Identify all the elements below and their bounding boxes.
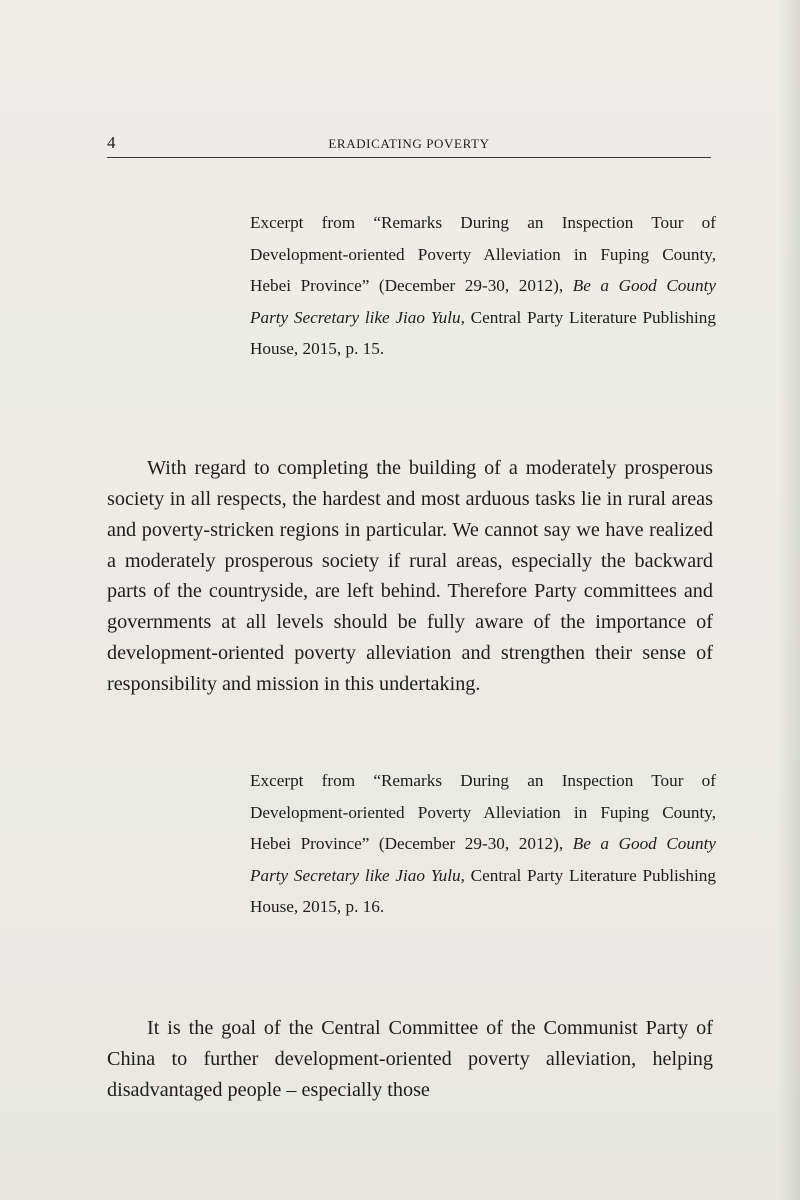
running-head: ERADICATING POVERTY [328,136,490,151]
body-paragraph: It is the goal of the Central Committee of the Communist Party of China to further development-oriented poverty alleviation, helping disadvantaged people – especially those [107,1017,713,1101]
citation-intro: Excerpt from “Remarks During an Inspection Tour of Development-oriented Poverty Alleviation in Fuping County, Hebei Province” (December 29-30, 2012), [250,771,716,853]
citation-publisher: , Central Party Literature Publishing House, 2015, p. 15. [250,307,716,358]
page-header [107,132,711,158]
citation-book-title: Be a Good County Party Secretary like Jiao Yulu [250,276,716,327]
header-rule [107,157,711,158]
citation-publisher: , Central Party Literature Publishing House, 2015, p. 16. [250,865,716,916]
citation-book-title: Be a Good County Party Secretary like Jiao Yulu [250,834,716,885]
source-citation [250,207,716,365]
page-number: 4 [107,133,116,152]
source-citation [250,765,716,923]
page-edge-shadow [778,0,800,1200]
body-paragraph: With regard to completing the building of a moderately prosperous society in all respects, the hardest and most arduous tasks lie in rural areas and poverty-stricken regions in particular. We cannot say we have realized a moderately prosperous society if rural areas, especially the backward parts of the countryside, are left behind. Therefore Party committees and governments at all levels should be fully aware of the importance of development-oriented poverty alleviation and strengthen their sense of responsibility and mission in this undertaking. [107,457,713,695]
citation-intro: Excerpt from “Remarks During an Inspection Tour of Development-oriented Poverty Alleviation in Fuping County, Hebei Province” (December 29-30, 2012), [250,213,716,295]
